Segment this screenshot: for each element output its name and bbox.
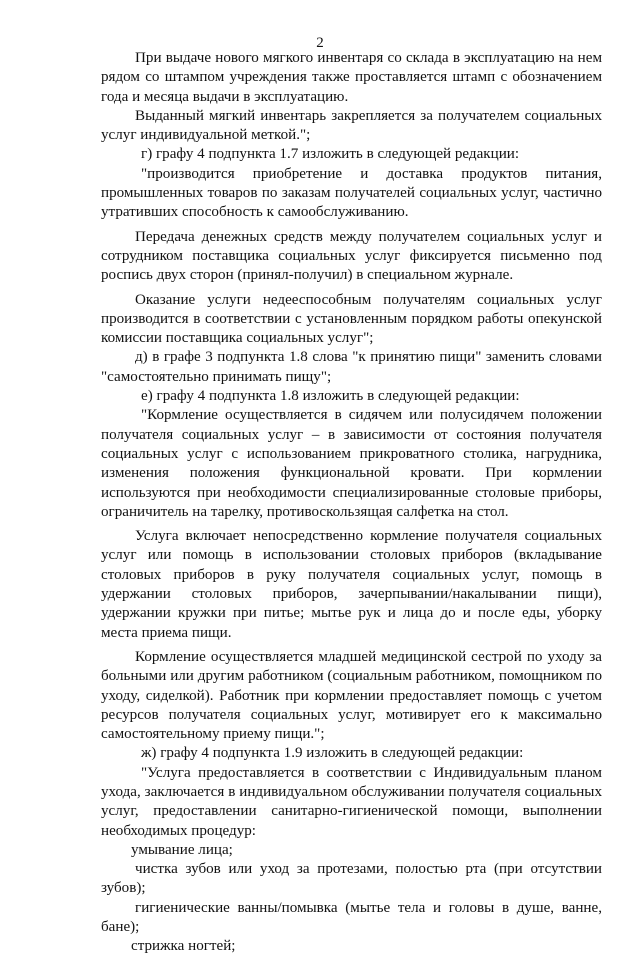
paragraph-item-d: д) в графе 3 подпункта 1.8 слова "к принятию пищи" заменить словами "самостоятельно принимать пищу"; xyxy=(101,349,602,385)
paragraph-incapable-recipients: Оказание услуги недееспособным получателям социальных услуг производится в соответствии с установленным порядком работы опекунской комиссии поставщика социальных услуг"; xyxy=(101,291,602,347)
paragraph-feeding-service: Услуга включает непосредственно кормление получателя социальных услуг или помощь в использовании столовых приборов (вкладывание столовых приборов в руку получателя социальных услуг, помощь в удержании столовых приборов, зачерпывании/накалывании пищи), удержании кружки при питье; мытье рук и лица до и после еды, уборку места приема пищи. xyxy=(101,528,602,641)
paragraph-hygiene-service: "Услуга предоставляется в соответствии с Индивидуальным планом ухода, заключается в индивидуальном обслуживании получателя социальных услуг, предоставлении санитарно-гигиенической помощи, выполнении необходимых процедур: xyxy=(101,764,602,839)
paragraph-purchase-delivery: "производится приобретение и доставка продуктов питания, промышленных товаров по заказам получателей социальных услуг, частично утративших способность к самообслуживанию. xyxy=(101,165,602,221)
paragraph-money-transfer: Передача денежных средств между получателем социальных услуг и сотрудником поставщика социальных услуг фиксируется письменно под роспись двух сторон (принял-получил) в специальном журнале. xyxy=(101,228,602,284)
list-item-hygienic-baths: гигиенические ванны/помывка (мытье тела и головы в душе, ванне, бане); xyxy=(101,899,602,936)
list-item-teeth-cleaning: чистка зубов или уход за протезами, полостью рта (при отсутствии зубов); xyxy=(101,861,602,897)
paragraph-item-g: г) графу 4 подпункта 1.7 изложить в следующей редакции: xyxy=(141,146,520,163)
paragraph-item-e: е) графу 4 подпункта 1.8 изложить в следующей редакции: xyxy=(141,388,520,405)
list-item-face-washing: умывание лица; xyxy=(131,841,233,858)
paragraph-feeding-staff: Кормление осуществляется младшей медицинской сестрой по уходу за больными или другим работником (социальным работником, помощником по уходу, сиделкой). Работник при кормлении предоставляет помощь с учетом ресурсов получателя социальных услуг, мотивирует его к максимально самостоятельному приему пищи."; xyxy=(101,648,602,743)
paragraph-inventory-stamp: При выдаче нового мягкого инвентаря со склада в эксплуатацию на нем рядом со штампом учреждения также проставляется штамп с обозначением года и месяца выдачи в эксплуатацию. xyxy=(101,50,602,105)
paragraph-feeding-position: "Кормление осуществляется в сидячем или полусидячем положении получателя социальных услуг – в зависимости от состояния получателя социальных услуг с использованием прикроватного столика, нагрудника, изменения положения функциональной кровати. При кормлении используются при необходимости специализированные столовые приборы, ограничитель на тарелку, противоскользящая салфетка на стол. xyxy=(101,407,602,520)
document-body xyxy=(101,49,602,957)
list-item-nail-cutting: стрижка ногтей; xyxy=(131,938,236,955)
paragraph-item-zh: ж) графу 4 подпункта 1.9 изложить в следующей редакции: xyxy=(141,745,524,762)
paragraph-inventory-mark: Выданный мягкий инвентарь закрепляется за получателем социальных услуг индивидуальной меткой."; xyxy=(101,107,602,144)
page-number: 2 xyxy=(316,35,324,51)
